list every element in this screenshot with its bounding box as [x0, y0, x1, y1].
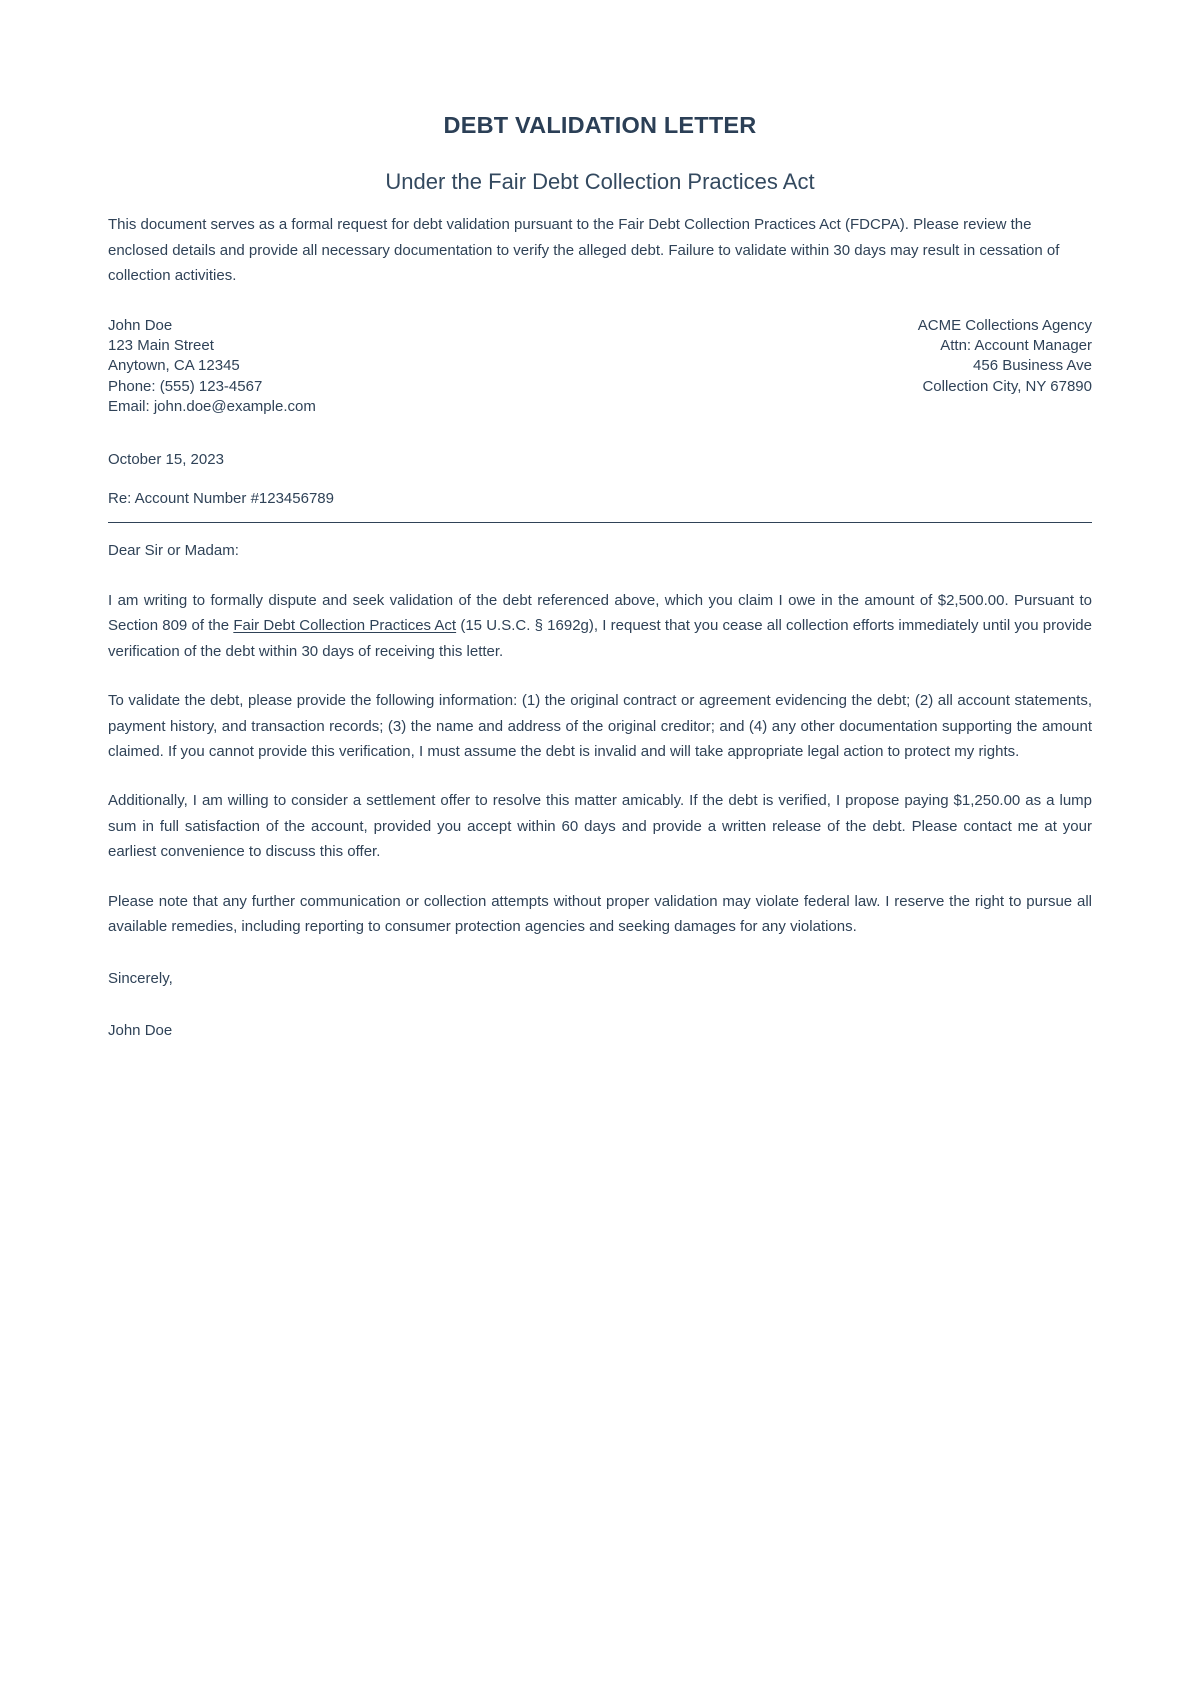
signature-name: John Doe: [108, 1021, 173, 1039]
paragraph-1-text-after-link: (15 U.S.C. § 1692g), I request that you cease all collection efforts immediately until you provide verification of the debt within 30 days of receiving this letter.: [108, 617, 1092, 660]
subject-line: Re: Account Number #123456789: [108, 490, 334, 508]
page-title: DEBT VALIDATION LETTER: [443, 112, 757, 138]
sender-email: Email: john.doe@example.com: [108, 398, 316, 416]
intro-paragraph: This document serves as a formal request for debt validation pursuant to the Fair Debt Collection Practices Act (FDCPA). Please review the enclosed details and provide all necessary documentation to verify the alleged debt. Failure to validate within 30 days may result in cessation of collection activities.: [108, 216, 1060, 285]
page-subtitle: Under the Fair Debt Collection Practices Act: [385, 168, 815, 194]
sender-phone: Phone: (555) 123-4567: [108, 377, 263, 395]
fdcpa-link[interactable]: Fair Debt Collection Practices Act: [233, 617, 457, 635]
recipient-company: ACME Collections Agency: [917, 316, 1092, 334]
recipient-address: [918, 316, 1092, 398]
sender-name: John Doe: [108, 316, 173, 334]
body-paragraph-2: To validate the debt, please provide the following information: (1) the original contract or agreement evidencing the debt; (2) all account statements, payment history, and transaction records; (3) the name and address of the original creditor; and (4) any other documentation supporting the amount claimed. If you cannot provide this verification, I must assume the debt is invalid and will take appropriate legal action to protect my rights.: [108, 692, 1092, 760]
sender-city-state-zip: Anytown, CA 12345: [108, 357, 240, 375]
sender-address: [108, 316, 316, 418]
address-block: [108, 316, 1092, 418]
sender-street: 123 Main Street: [108, 337, 214, 355]
salutation: Dear Sir or Madam:: [108, 542, 239, 560]
recipient-city-state-zip: Collection City, NY 67890: [922, 377, 1092, 395]
horizontal-divider: [108, 522, 1092, 523]
letter-date: October 15, 2023: [108, 450, 224, 468]
body-paragraph-3: Additionally, I am willing to consider a settlement offer to resolve this matter amicably. If the debt is verified, I propose paying $1,250.00 as a lump sum in full satisfaction of the account, provided you accept within 60 days and provide a written release of the debt. Please contact me at your earliest convenience to discuss this offer.: [108, 792, 1092, 861]
paragraph-1-text-before-link: I am writing to formally dispute and seek validation of the debt referenced above, which you claim I owe in the amount of $2,500.00. Pursuant to Section 809 of the: [108, 591, 1092, 635]
recipient-attention: Attn: Account Manager: [940, 337, 1092, 355]
recipient-street: 456 Business Ave: [973, 357, 1092, 375]
body-paragraph-1: [108, 588, 1092, 664]
body-paragraph-4: Please note that any further communication or collection attempts without proper validation may violate federal law. I reserve the right to pursue all available remedies, including reporting to consumer protection agencies and seeking damages for any violations.: [108, 892, 1092, 935]
closing-salutation: Sincerely,: [108, 970, 173, 988]
